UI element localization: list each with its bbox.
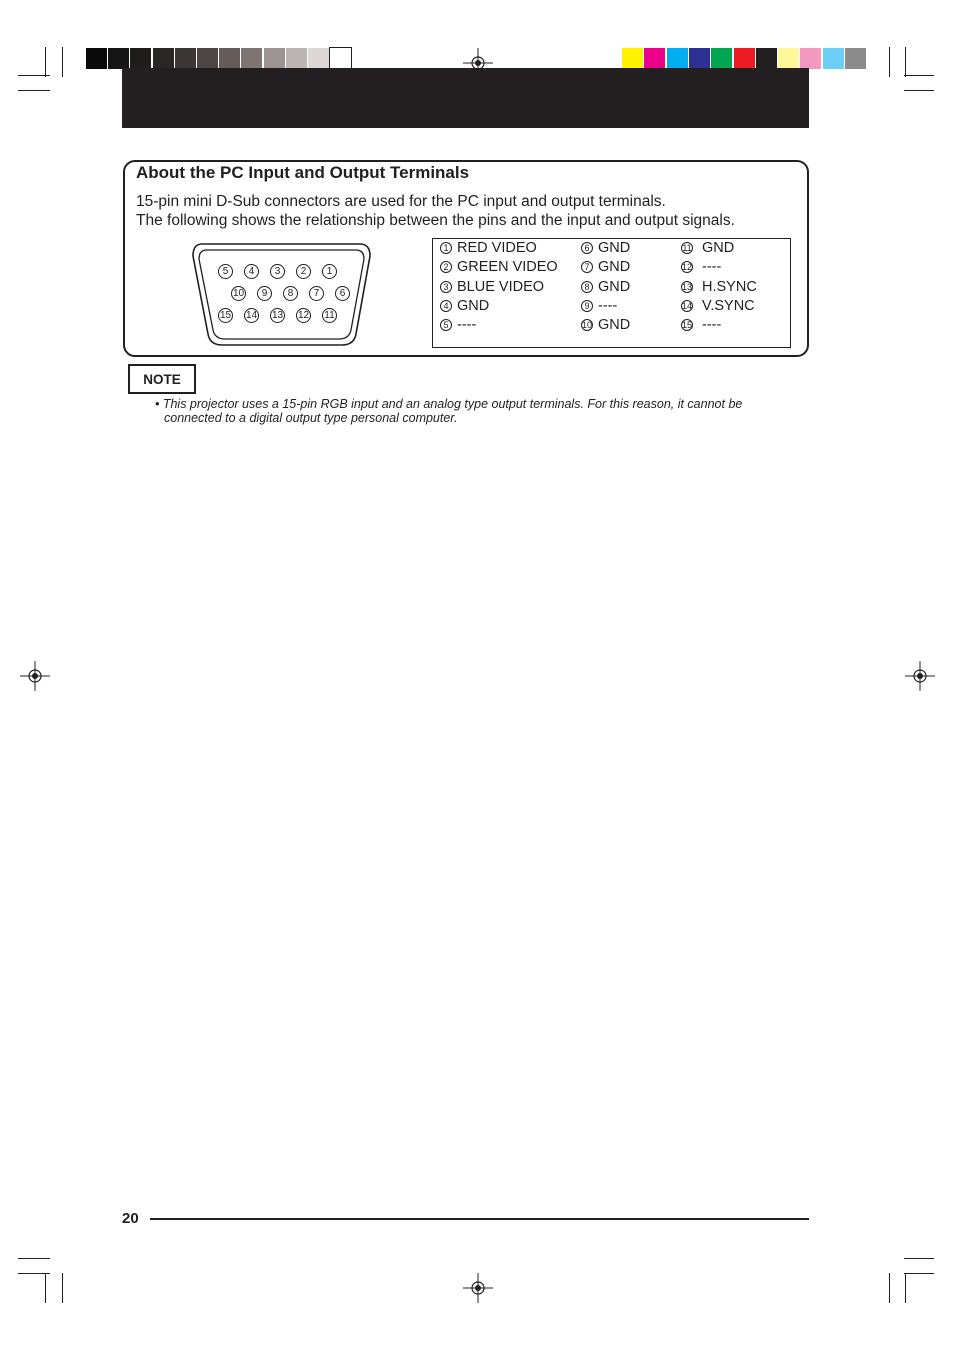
registration-mark-icon [20, 661, 50, 691]
pin-entry [581, 259, 630, 275]
pin-signal: BLUE VIDEO [457, 279, 545, 295]
gray-swatch [108, 48, 129, 69]
color-swatch [734, 48, 755, 69]
gray-swatch [308, 48, 329, 69]
section-paragraph-1: 15-pin mini D-Sub connectors are used for the PC input and output terminals. [136, 193, 666, 210]
footer-rule [150, 1218, 809, 1220]
pin-entry [681, 279, 757, 295]
connector-pin: 6 [335, 286, 350, 301]
pin-entry [440, 240, 537, 256]
pin-signal: ---- [598, 298, 618, 314]
pin-number: 9 [581, 300, 593, 312]
pin-signal: GND [457, 298, 490, 314]
connector-pin: 15 [218, 308, 233, 323]
pin-signal: GND [598, 317, 631, 333]
gray-swatch [330, 48, 351, 69]
pin-entry [681, 317, 721, 333]
connector-pin: 1 [322, 264, 337, 279]
pin-signal: RED VIDEO [457, 240, 537, 256]
pin-number: 2 [440, 261, 452, 273]
note-label: NOTE [128, 364, 196, 394]
pin-entry [440, 259, 558, 275]
color-swatch [644, 48, 665, 69]
header-bar [122, 68, 809, 128]
pin-number: 11 [682, 242, 692, 253]
pin-number: 14 [682, 300, 693, 311]
color-swatch [711, 48, 732, 69]
connector-pin: 5 [218, 264, 233, 279]
pin-entry [440, 317, 476, 333]
pin-signal: ---- [457, 317, 477, 333]
pin-signal: H.SYNC [702, 279, 757, 295]
connector-pin: 8 [283, 286, 298, 301]
connector-pin: 7 [309, 286, 324, 301]
gray-swatch [86, 48, 107, 69]
section-title: About the PC Input and Output Terminals [136, 163, 470, 182]
pin-entry [581, 298, 617, 314]
pin-entry [681, 240, 734, 256]
pin-signal: V.SYNC [702, 298, 755, 314]
pin-number: 15 [682, 319, 693, 330]
color-swatch [778, 48, 799, 69]
color-swatch [845, 48, 866, 69]
gray-swatch [197, 48, 218, 69]
pin-number: 3 [440, 281, 452, 293]
pin-entry [581, 240, 630, 256]
page-number: 20 [122, 1210, 139, 1227]
color-swatch [800, 48, 821, 69]
connector-pin: 4 [244, 264, 259, 279]
pin-entry [681, 298, 755, 314]
pin-entry [581, 279, 630, 295]
color-swatch [756, 48, 777, 69]
pin-number: 5 [440, 319, 452, 331]
pin-number: 10 [582, 319, 593, 330]
gray-swatch [241, 48, 262, 69]
connector-pin: 11 [322, 308, 337, 323]
pin-signal: GND [702, 240, 735, 256]
pin-number: 12 [682, 261, 693, 272]
pin-signal: ---- [702, 317, 722, 333]
gray-swatch [264, 48, 285, 69]
pin-entry [440, 279, 544, 295]
note-text-line-1: • This projector uses a 15-pin RGB input and an analog type output terminals. For this reason, it cannot be [155, 397, 743, 411]
color-swatch [622, 48, 643, 69]
pin-number: 1 [440, 242, 452, 254]
connector-pin: 14 [244, 308, 259, 323]
gray-swatch [130, 48, 151, 69]
gray-swatch [175, 48, 196, 69]
registration-mark-icon [905, 661, 935, 691]
registration-mark-icon [463, 1273, 493, 1303]
pin-signal: GREEN VIDEO [457, 259, 558, 275]
connector-pin: 12 [296, 308, 311, 323]
pin-signal: GND [598, 259, 631, 275]
connector-pin: 3 [270, 264, 285, 279]
connector-pin: 10 [231, 286, 246, 301]
pin-number: 7 [581, 261, 593, 273]
color-swatch [823, 48, 844, 69]
section-paragraph-2: The following shows the relationship between the pins and the input and output signals. [136, 212, 735, 229]
pin-number: 6 [581, 242, 593, 254]
pin-entry [681, 259, 721, 275]
pin-number: 4 [440, 300, 452, 312]
gray-swatch [219, 48, 240, 69]
pin-number: 8 [581, 281, 593, 293]
pin-entry [440, 298, 489, 314]
pin-signal: GND [598, 240, 631, 256]
gray-swatch [153, 48, 174, 69]
connector-pin: 9 [257, 286, 272, 301]
connector-pin: 2 [296, 264, 311, 279]
pin-signal: GND [598, 279, 631, 295]
note-text-line-2: connected to a digital output type personal computer. [164, 411, 458, 425]
connector-pin: 13 [270, 308, 285, 323]
gray-swatch [286, 48, 307, 69]
pin-signal: ---- [702, 259, 722, 275]
color-swatch [689, 48, 710, 69]
color-swatch [667, 48, 688, 69]
pin-entry [581, 317, 630, 333]
pin-number: 13 [682, 281, 693, 292]
